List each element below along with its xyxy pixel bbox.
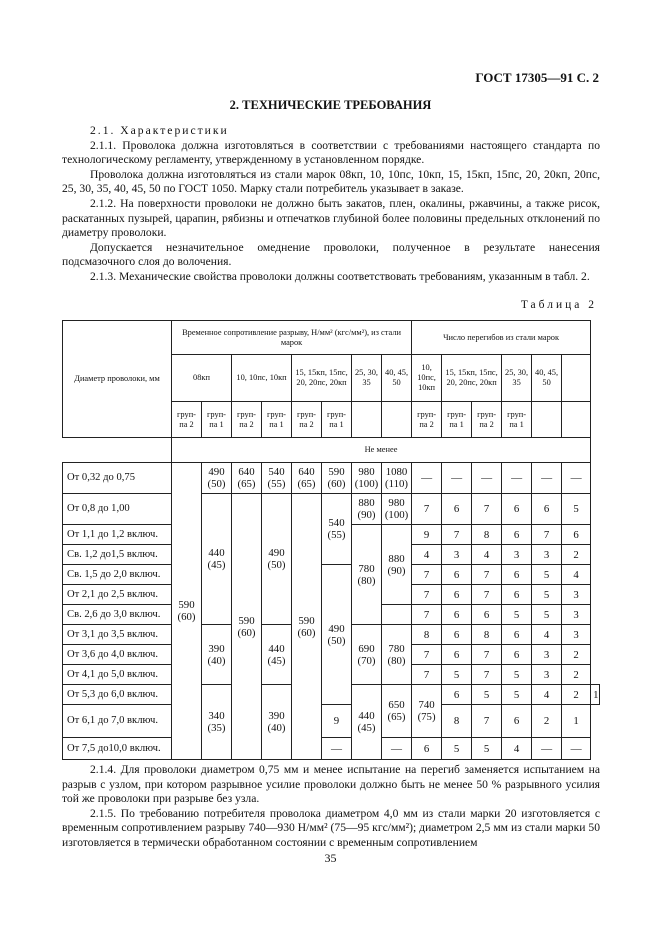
bends-cell: 2 xyxy=(562,685,591,705)
diameter-cell: От 0,8 до 1,00 xyxy=(63,494,172,525)
bends-cell: 6 xyxy=(442,605,472,625)
diameter-cell: От 7,5 до10,0 включ. xyxy=(63,738,172,760)
paragraph-2-1-5: 2.1.5. По требованию потребителя проволока диаметром 4,0 мм из стали марки 20 изготовляется с временным сопротивлением разрыву 740—930 Н/мм² (75—95 кгс/мм²); диаметром 2,5 мм из стали марки 50 изготовляется в термически обработанном состоянии с временным сопротивлением xyxy=(62,806,600,849)
diameter-cell: От 3,1 до 3,5 включ. xyxy=(63,625,172,645)
bends-cell: 7 xyxy=(412,645,442,665)
bends-cell: — xyxy=(442,463,472,494)
header-blank xyxy=(562,402,591,438)
bends-cell: 5 xyxy=(442,665,472,685)
bends-cell: 5 xyxy=(472,738,502,760)
bends-cell: 9 xyxy=(412,525,442,545)
strength-cell: 390 (40) xyxy=(202,625,232,685)
diameter-cell: От 1,1 до 1,2 включ. xyxy=(63,525,172,545)
header-steel-08kp: 08кп xyxy=(172,355,232,402)
bends-cell: — xyxy=(502,463,532,494)
header-not-less: Не менее xyxy=(172,438,591,463)
table-row xyxy=(63,738,600,760)
bends-cell: 6 xyxy=(442,585,472,605)
strength-cell: 640 (65) xyxy=(232,463,262,494)
header-blank xyxy=(63,438,172,463)
bends-cell: 2 xyxy=(562,545,591,565)
diameter-cell: От 0,32 до 0,75 xyxy=(63,463,172,494)
bends-cell: 9 xyxy=(322,705,352,738)
bends-cell: 7 xyxy=(472,585,502,605)
strength-cell: 540 (55) xyxy=(262,463,292,494)
diameter-cell: От 2,1 до 2,5 включ. xyxy=(63,585,172,605)
diameter-cell: Св. 1,2 до1,5 включ. xyxy=(63,545,172,565)
strength-cell: 780 (80) xyxy=(382,625,412,685)
strength-cell: 440 (45) xyxy=(202,494,232,625)
requirements-text xyxy=(62,124,600,285)
strength-cell: 590 (60) xyxy=(172,463,202,760)
bends-cell: — xyxy=(532,463,562,494)
strength-cell: 390 (40) xyxy=(262,685,292,760)
section-title: 2. ТЕХНИЧЕСКИЕ ТРЕБОВАНИЯ xyxy=(229,98,432,112)
header-group: груп- па 2 xyxy=(232,402,262,438)
strength-cell: 440 (45) xyxy=(352,685,382,760)
header-diameter: Диаметр проволоки, мм xyxy=(63,321,172,438)
paragraph-2-1: 2.1. Характеристики xyxy=(90,124,229,137)
bends-cell: 5 xyxy=(532,605,562,625)
mechanical-properties-table xyxy=(62,320,600,760)
bends-cell: 7 xyxy=(442,525,472,545)
bends-cell: 1 xyxy=(591,685,600,705)
page-number: 35 xyxy=(324,851,337,865)
strength-cell: 980 (100) xyxy=(352,463,382,494)
bends-cell: 7 xyxy=(412,494,442,525)
strength-cell-blank xyxy=(382,605,412,625)
bends-cell: 6 xyxy=(562,525,591,545)
bends-cell: 8 xyxy=(442,705,472,738)
bends-cell: 6 xyxy=(442,685,472,705)
bends-cell: — xyxy=(562,738,591,760)
table-row xyxy=(63,565,600,585)
table-row xyxy=(63,463,600,494)
bends-cell: 2 xyxy=(562,665,591,685)
bends-cell: 6 xyxy=(502,645,532,665)
bends-cell: 5 xyxy=(502,665,532,685)
document-header: ГОСТ 17305—91 С. 2 xyxy=(475,70,599,85)
strength-cell: 490 (50) xyxy=(202,463,232,494)
strength-cell: 640 (65) xyxy=(292,463,322,494)
bends-cell: 4 xyxy=(412,545,442,565)
strength-cell: 690 (70) xyxy=(352,625,382,685)
table-row xyxy=(63,494,600,525)
bends-cell: 3 xyxy=(532,665,562,685)
header-steel-25: 25, 30, 35 xyxy=(352,355,382,402)
diameter-cell: От 5,3 до 6,0 включ. xyxy=(63,685,172,705)
bends-cell: 1 xyxy=(562,705,591,738)
bends-cell: 3 xyxy=(532,545,562,565)
header-group: груп- па 1 xyxy=(262,402,292,438)
bends-cell: 7 xyxy=(532,525,562,545)
strength-cell: 590 (60) xyxy=(292,494,322,760)
header-group: груп- па 2 xyxy=(292,402,322,438)
strength-cell: 980 (100) xyxy=(382,494,412,525)
bends-cell: 7 xyxy=(412,585,442,605)
bends-cell: 4 xyxy=(532,685,562,705)
bends-cell: 3 xyxy=(532,645,562,665)
bends-cell: 3 xyxy=(562,585,591,605)
header-steel-15: 15, 15кп, 15пс, 20, 20пс, 20кп xyxy=(292,355,352,402)
header-group: груп- па 2 xyxy=(172,402,202,438)
bends-cell: 7 xyxy=(472,705,502,738)
diameter-cell: Св. 2,6 до 3,0 включ. xyxy=(63,605,172,625)
bends-cell: 5 xyxy=(532,565,562,585)
bends-cell: 6 xyxy=(502,494,532,525)
diameter-cell: Св. 1,5 до 2,0 включ. xyxy=(63,565,172,585)
strength-cell: 590 (60) xyxy=(322,463,352,494)
bends-cell: 4 xyxy=(472,545,502,565)
strength-cell: 780 (80) xyxy=(352,525,382,625)
header-bends-steel-25: 25, 30, 35 xyxy=(502,355,532,402)
bends-cell: 8 xyxy=(472,525,502,545)
bends-cell: 8 xyxy=(472,625,502,645)
bends-cell: 4 xyxy=(532,625,562,645)
paragraph-2-1-1-steel: Проволока должна изготовляться из стали марок 08кп, 10, 10пс, 10кп, 15, 15кп, 15пс, 20, 20кп, 20пс, 25, 30, 35, 40, 45, 50 по ГОСТ 1050. Марку стали потребитель указывает в заказе. xyxy=(62,167,600,196)
header-group: груп- па 1 xyxy=(322,402,352,438)
strength-cell: 740 (75) xyxy=(412,685,442,738)
bends-cell: 5 xyxy=(562,494,591,525)
bends-cell: 6 xyxy=(502,525,532,545)
bends-cell: — xyxy=(472,463,502,494)
bends-cell: 6 xyxy=(412,738,442,760)
table-row xyxy=(63,705,600,738)
bends-cell: 4 xyxy=(562,565,591,585)
bends-cell: 6 xyxy=(442,645,472,665)
bends-cell: 8 xyxy=(412,625,442,645)
bends-cell: 6 xyxy=(502,625,532,645)
diameter-cell: От 4,1 до 5,0 включ. xyxy=(63,665,172,685)
strength-cell: 590 (60) xyxy=(232,494,262,760)
bends-cell: 7 xyxy=(412,665,442,685)
paragraph-2-1-4: 2.1.4. Для проволоки диаметром 0,75 мм и менее испытание на перегиб заменяется испытанием на разрыв с узлом, при котором разрывное усилие проволоки должно быть не менее 50 % разрывного усилия той же проволоки при разрыве без узла. xyxy=(62,763,600,806)
bends-cell: 7 xyxy=(472,645,502,665)
strength-cell: 880 (90) xyxy=(352,494,382,525)
header-strength-group: Временное сопротивление разрыву, Н/мм² (кгс/мм²), из стали марок xyxy=(172,321,412,355)
bends-cell: 6 xyxy=(472,605,502,625)
header-group: груп- па 1 xyxy=(442,402,472,438)
bends-cell: 3 xyxy=(442,545,472,565)
requirements-text-continued xyxy=(62,763,600,851)
strength-cell: 1080 (110) xyxy=(382,463,412,494)
strength-cell: 490 (50) xyxy=(262,494,292,625)
bends-cell: 7 xyxy=(412,565,442,585)
header-group: груп- па 1 xyxy=(202,402,232,438)
bends-cell: 4 xyxy=(502,738,532,760)
diameter-cell: От 6,1 до 7,0 включ. xyxy=(63,705,172,738)
bends-cell: 5 xyxy=(442,738,472,760)
strength-cell: — xyxy=(322,738,352,760)
bends-cell: 6 xyxy=(442,625,472,645)
bends-cell: 3 xyxy=(562,625,591,645)
header-blank xyxy=(562,355,591,402)
header-blank xyxy=(352,402,382,438)
paragraph-2-1-2: 2.1.2. На поверхности проволоки не должно быть закатов, плен, окалины, ржавчины, а также рисок, раскатанных пузырей, царапин, рябизны и отпечатков глубиной более половины предельных отклонений по диаметру проволоки. xyxy=(62,196,600,240)
strength-cell: 540 (55) xyxy=(322,494,352,565)
bends-cell: 6 xyxy=(502,565,532,585)
header-steel-10: 10, 10пс, 10кп xyxy=(232,355,292,402)
bends-cell: — xyxy=(532,738,562,760)
header-bends-steel-40: 40, 45, 50 xyxy=(532,355,562,402)
bends-cell: 3 xyxy=(562,605,591,625)
bends-cell: 7 xyxy=(472,565,502,585)
bends-cell: 5 xyxy=(472,685,502,705)
header-group: груп- па 2 xyxy=(472,402,502,438)
strength-cell: 490 (50) xyxy=(322,565,352,705)
paragraph-2-1-1: 2.1.1. Проволока должна изготовляться в соответствии с требованиями настоящего стандарта по технологическому регламенту, утвержденному в установленном порядке. xyxy=(62,138,600,167)
strength-cell: 440 (45) xyxy=(262,625,292,685)
header-blank xyxy=(382,402,412,438)
header-bends-steel-08kp: 10, 10пс, 10кп xyxy=(412,355,442,402)
table-caption: Таблица 2 xyxy=(520,299,597,311)
bends-cell: — xyxy=(562,463,591,494)
bends-cell: — xyxy=(412,463,442,494)
bends-cell: 6 xyxy=(442,565,472,585)
bends-cell: 6 xyxy=(502,705,532,738)
diameter-cell: От 3,6 до 4,0 включ. xyxy=(63,645,172,665)
strength-cell: — xyxy=(382,738,412,760)
header-group: груп- па 1 xyxy=(502,402,532,438)
strength-cell: 340 (35) xyxy=(202,685,232,760)
header-group: груп- па 2 xyxy=(412,402,442,438)
bends-cell: 5 xyxy=(502,605,532,625)
paragraph-2-1-2-copper: Допускается незначительное омеднение проволоки, полученное в результате нанесения подсмазочного слоя до волочения. xyxy=(62,240,600,269)
strength-cell: 880 (90) xyxy=(382,525,412,605)
bends-cell: 2 xyxy=(532,705,562,738)
header-blank xyxy=(532,402,562,438)
bends-cell: 6 xyxy=(442,494,472,525)
bends-cell: 2 xyxy=(562,645,591,665)
bends-cell: 5 xyxy=(502,685,532,705)
strength-cell: 650 (65) xyxy=(382,685,412,738)
bends-cell: 6 xyxy=(532,494,562,525)
bends-cell: 5 xyxy=(532,585,562,605)
header-steel-40: 40, 45, 50 xyxy=(382,355,412,402)
bends-cell: 7 xyxy=(472,494,502,525)
bends-cell: 7 xyxy=(472,665,502,685)
bends-cell: 7 xyxy=(412,605,442,625)
bends-cell: 3 xyxy=(502,545,532,565)
bends-cell: 6 xyxy=(502,585,532,605)
header-bends-steel-15: 15, 15кп, 15пс, 20, 20пс, 20кп xyxy=(442,355,502,402)
paragraph-2-1-3: 2.1.3. Механические свойства проволоки должны соответствовать требованиям, указанным в табл. 2. xyxy=(90,269,590,283)
header-bends-group: Число перегибов из стали марок xyxy=(412,321,591,355)
